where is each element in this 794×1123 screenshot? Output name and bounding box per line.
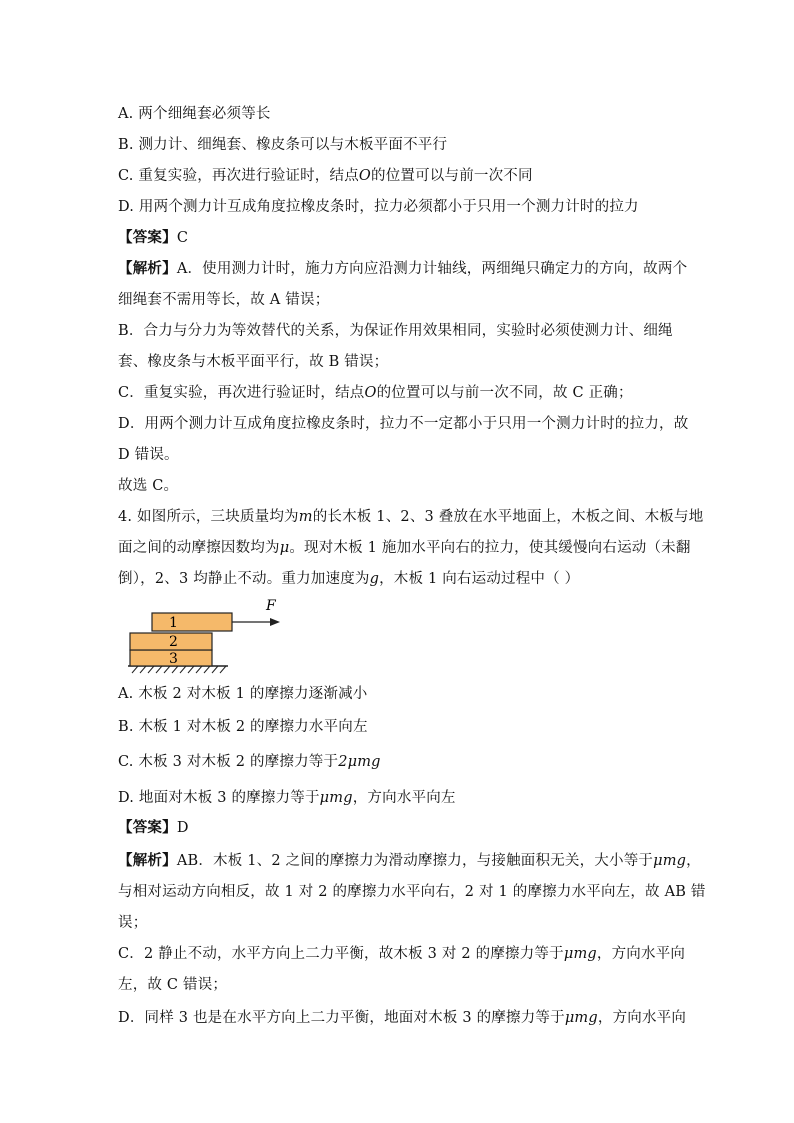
- boards-figure: [118, 596, 288, 674]
- analysis-line: [118, 352, 388, 372]
- board-1: [152, 613, 232, 631]
- question-4-line: [118, 569, 579, 589]
- ground: [128, 666, 228, 673]
- answer-value: D: [176, 820, 189, 836]
- analysis-text: 左，故 C 错误；: [118, 977, 228, 993]
- analysis-text: 误；: [118, 915, 148, 931]
- analysis-text: 的位置可以与前一次不同，故 C 正确；: [376, 385, 633, 401]
- force-label: F: [266, 598, 276, 614]
- formula: μmg: [653, 853, 687, 869]
- analysis-line: [118, 1008, 686, 1028]
- question-text: 倒），2、3 均静止不动。重力加速度为: [118, 571, 370, 587]
- board-3-label: 3: [169, 651, 178, 667]
- analysis-tag: 【解析】: [118, 260, 177, 277]
- analysis-tag: 【解析】: [118, 852, 177, 869]
- var-mu: μ: [279, 540, 290, 556]
- option-text: A. 木板 2 对木板 1 的摩擦力逐渐减小: [118, 686, 368, 702]
- analysis-text: D 错误。: [118, 447, 179, 463]
- formula: μmg: [564, 1010, 598, 1026]
- option-a-text: A. 两个细绳套必须等长: [118, 106, 271, 122]
- analysis-text: ，方向水平向: [597, 1010, 687, 1026]
- analysis-text: AB．木板 1、2 之间的摩擦力为滑动摩擦力，与接触面积无关，大小等于: [176, 853, 654, 869]
- analysis-line: [118, 944, 685, 964]
- question-text: 面之间的动摩擦因数均为: [118, 540, 280, 556]
- answer-line-3: [118, 228, 188, 248]
- formula: μmg: [563, 946, 597, 962]
- analysis-line: [118, 913, 147, 933]
- analysis-line: [118, 383, 633, 403]
- question-text: 。现对木板 1 施加水平向右的拉力，使其缓慢向右运动（未翻: [289, 540, 691, 556]
- analysis-text: B．合力与分力为等效替代的关系，为保证作用效果相同，实验时必须使测力计、细绳: [118, 323, 673, 339]
- option-c-text-2: 的位置可以与前一次不同: [371, 168, 533, 184]
- analysis-line: [118, 259, 687, 279]
- force-arrow-head: [270, 618, 280, 626]
- q4-option-d: [118, 788, 456, 808]
- analysis-line: [118, 321, 673, 341]
- analysis-text: D．用两个测力计互成角度拉橡皮条时，拉力不一定都小于只用一个测力计时的拉力，故: [118, 416, 689, 432]
- answer-tag: 【答案】: [118, 229, 177, 246]
- option-c-text-1: C. 重复实验，再次进行验证时，结点: [118, 168, 359, 184]
- q4-option-a: [118, 684, 367, 704]
- question-text: 的长木板 1、2、3 叠放在水平地面上，木板之间、木板与地: [312, 509, 704, 525]
- option-text: B. 木板 1 对木板 2 的摩擦力水平向左: [118, 719, 368, 735]
- answer-value: C: [176, 230, 189, 246]
- option-text: D. 地面对木板 3 的摩擦力等于: [118, 790, 320, 806]
- analysis-line: [118, 290, 329, 310]
- var-m: m: [298, 509, 313, 525]
- analysis-line: [118, 975, 227, 995]
- option-b-text: B. 测力计、细绳套、橡皮条可以与木板平面不平行: [118, 137, 448, 153]
- var-g: g: [369, 571, 380, 587]
- board-2-label: 2: [169, 634, 178, 650]
- analysis-text: C．2 静止不动，水平方向上二力平衡，故木板 3 对 2 的摩擦力等于: [118, 946, 564, 962]
- formula: 2μmg: [338, 754, 381, 770]
- question-4-line: [118, 538, 691, 558]
- analysis-line: [118, 414, 688, 434]
- board-1-label: 1: [169, 615, 178, 631]
- analysis-text: A．使用测力计时，施力方向应沿测力计轴线，两细绳只确定力的方向，故两个: [176, 261, 688, 277]
- analysis-text: D．同样 3 也是在水平方向上二力平衡，地面对木板 3 的摩擦力等于: [118, 1010, 565, 1026]
- option-c: [118, 166, 533, 186]
- var-o: O: [358, 168, 371, 184]
- option-text: ，方向水平向左: [352, 790, 456, 806]
- formula: μmg: [319, 790, 353, 806]
- option-d-text: D. 用两个测力计互成角度拉橡皮条时，拉力必须都小于只用一个测力计时的拉力: [118, 199, 639, 215]
- analysis-line: [118, 882, 706, 902]
- var-o: O: [364, 385, 377, 401]
- question-text: 4. 如图所示，三块质量均为: [118, 509, 299, 525]
- question-text: ，木板 1 向右运动过程中（ ）: [379, 571, 580, 587]
- analysis-text: ，方向水平向: [596, 946, 686, 962]
- question-4-line: [118, 507, 703, 527]
- option-a: [118, 104, 271, 124]
- conclusion-text: 故选 C。: [118, 478, 179, 494]
- analysis-text: 与相对运动方向相反，故 1 对 2 的摩擦力水平向右，2 对 1 的摩擦力水平向左，故 AB 错: [118, 884, 706, 900]
- q4-option-b: [118, 717, 368, 737]
- analysis-text: ，: [686, 853, 701, 869]
- q4-option-c: [118, 752, 381, 772]
- analysis-text: 细绳套不需用等长，故 A 错误；: [118, 292, 330, 308]
- answer-line-4: [118, 818, 189, 838]
- analysis-line: [118, 445, 179, 465]
- option-text: C. 木板 3 对木板 2 的摩擦力等于: [118, 754, 339, 770]
- answer-tag: 【答案】: [118, 819, 177, 836]
- option-b: [118, 135, 447, 155]
- option-d: [118, 197, 639, 217]
- analysis-line: [118, 851, 701, 871]
- analysis-text: C．重复实验，再次进行验证时，结点: [118, 385, 365, 401]
- conclusion-line: [118, 476, 178, 496]
- analysis-text: 套、橡皮条与木板平面平行，故 B 错误；: [118, 354, 389, 370]
